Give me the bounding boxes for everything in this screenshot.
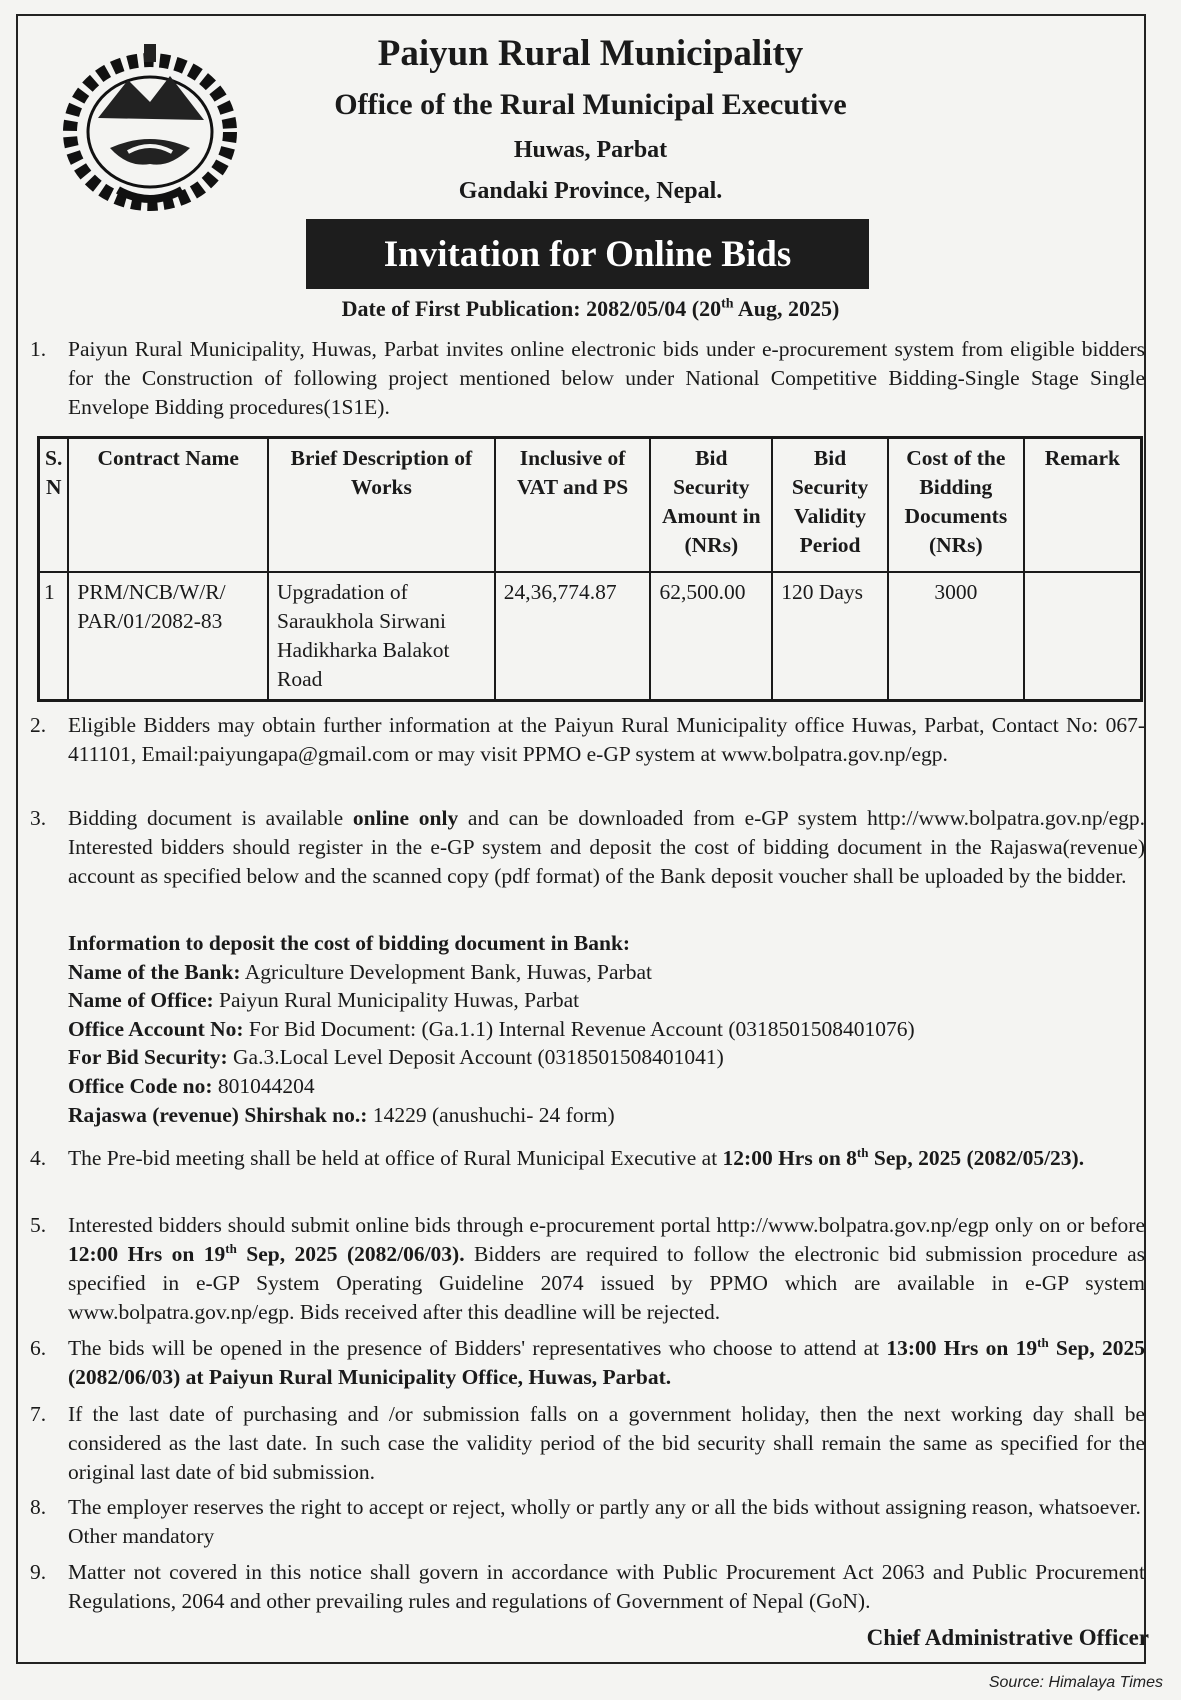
- header-validity: Bid Security Validity Period: [772, 438, 888, 573]
- rajaswa-shirshak: Rajaswa (revenue) Shirshak no.: 14229 (anushuchi- 24 form): [68, 1102, 615, 1127]
- cell-bid-security: 62,500.00: [650, 572, 772, 701]
- header-doc-cost: Cost of the Bidding Documents (NRs): [888, 438, 1024, 573]
- header-contract-name: Contract Name: [68, 438, 268, 573]
- publication-date: Date of First Publication: 2082/05/04 (20th Aug, 2025): [341, 296, 840, 321]
- notice-point-8: 8. The employer reserves the right to accept or reject, wholly or partly any or all the bids without assigning reason, whatsoever. Other mandatory: [30, 1495, 1141, 1548]
- signatory-title: Chief Administrative Officer: [866, 1625, 1149, 1650]
- municipality-name: Paiyun Rural Municipality: [377, 33, 804, 74]
- bid-table: [37, 436, 1143, 702]
- cell-remark: [1024, 572, 1142, 701]
- bid-security-account: For Bid Security: Ga.3.Local Level Deposit Account (0318501508401041): [68, 1045, 724, 1070]
- notice-point-3: 3. Bidding document is available online only and can be downloaded from e-GP system http://www.bolpatra.gov.np/egp. Interested bidders should register in the e-GP system and deposit the cost of bidding document in the Rajaswa(revenue) account as specified below and the scanned copy (pdf format) of the Bank deposit voucher shall be uploaded by the bidder.: [30, 806, 1145, 888]
- bank-name: Name of the Bank: Agriculture Development Bank, Huwas, Parbat: [68, 959, 652, 984]
- header-remark: Remark: [1024, 438, 1142, 573]
- header-description: Brief Description of Works: [268, 438, 495, 573]
- cell-sn: 1: [39, 572, 69, 701]
- office-location: Huwas, Parbat: [513, 137, 668, 163]
- office-province: Gandaki Province, Nepal.: [458, 178, 723, 204]
- office-name: Office of the Rural Municipal Executive: [334, 88, 847, 121]
- notice-point-7: 7. If the last date of purchasing and /or submission falls on a government holiday, then the next working day shall be considered as the last date. In such case the validity period of the bid security shall remain the same as specified for the original last date of bid submission.: [30, 1402, 1145, 1484]
- office-account: Office Account No: For Bid Document: (Ga.1.1) Internal Revenue Account (0318501508401076): [68, 1016, 915, 1041]
- cell-validity: 120 Days: [772, 572, 888, 701]
- notice-point-1: 1. Paiyun Rural Municipality, Huwas, Parbat invites online electronic bids under e-procurement system from eligible bidders for the Construction of following project mentioned below under National Competitive Bidding-Single Stage Single Envelope Bidding procedures(1S1E).: [30, 337, 1145, 419]
- notice-point-5: 5. Interested bidders should submit online bids through e-procurement portal http://www.bolpatra.gov.np/egp only on or before 12:00 Hrs on 19th Sep, 2025 (2082/06/03). Bidders are required to follow the electronic bid submission procedure as specified in e-GP System Operating Guideline 2074 issued by PPMO which are available in e-GP system www.bolpatra.gov.np/egp. Bids received after this deadline will be rejected.: [30, 1213, 1145, 1324]
- notice-point-6: 6. The bids will be opened in the presence of Bidders' representatives who choose to attend at 13:00 Hrs on 19th Sep, 2025 (2082/06/03) at Paiyun Rural Municipality Office, Huwas, Parbat.: [30, 1334, 1145, 1389]
- source-credit: Source: Himalaya Times: [988, 1674, 1163, 1691]
- cell-vat: 24,36,774.87: [495, 572, 651, 701]
- table-row: [39, 572, 1142, 701]
- bank-info-heading: Information to deposit the cost of bidding document in Bank:: [68, 931, 631, 955]
- office-name-line: Name of Office: Paiyun Rural Municipality Huwas, Parbat: [68, 988, 580, 1013]
- notice-title-banner: Invitation for Online Bids: [306, 219, 869, 289]
- notice-point-2: 2. Eligible Bidders may obtain further information at the Paiyun Rural Municipality office Huwas, Parbat, Contact No: 067-411101, Email:paiyungapa@gmail.com or may visit PPMO e-GP system at www.bolpatra.gov.np/egp.: [30, 713, 1145, 766]
- cell-contract-name: PRM/NCB/W/R/ PAR/01/2082-83: [68, 572, 268, 701]
- office-code: Office Code no: 801044204: [68, 1073, 315, 1098]
- header-vat: Inclusive of VAT and PS: [495, 438, 651, 573]
- table-header-row: [39, 438, 1142, 573]
- notice-point-4: 4. The Pre-bid meeting shall be held at office of Rural Municipal Executive at 12:00 Hrs on 8th Sep, 2025 (2082/05/23).: [30, 1144, 1085, 1170]
- bank-info: [68, 929, 1148, 1129]
- cell-doc-cost: 3000: [888, 572, 1024, 701]
- header-sn: S. N: [39, 438, 69, 573]
- notice-point-9: 9. Matter not covered in this notice shall govern in accordance with Public Procurement Act 2063 and Public Procurement Regulations, 2064 and other prevailing rules and regulations of Government of Nepal (GoN).: [30, 1560, 1145, 1613]
- cell-description: Upgradation of Saraukhola Sirwani Hadikharka Balakot Road: [268, 572, 495, 701]
- header-bid-security: Bid Security Amount in (NRs): [650, 438, 772, 573]
